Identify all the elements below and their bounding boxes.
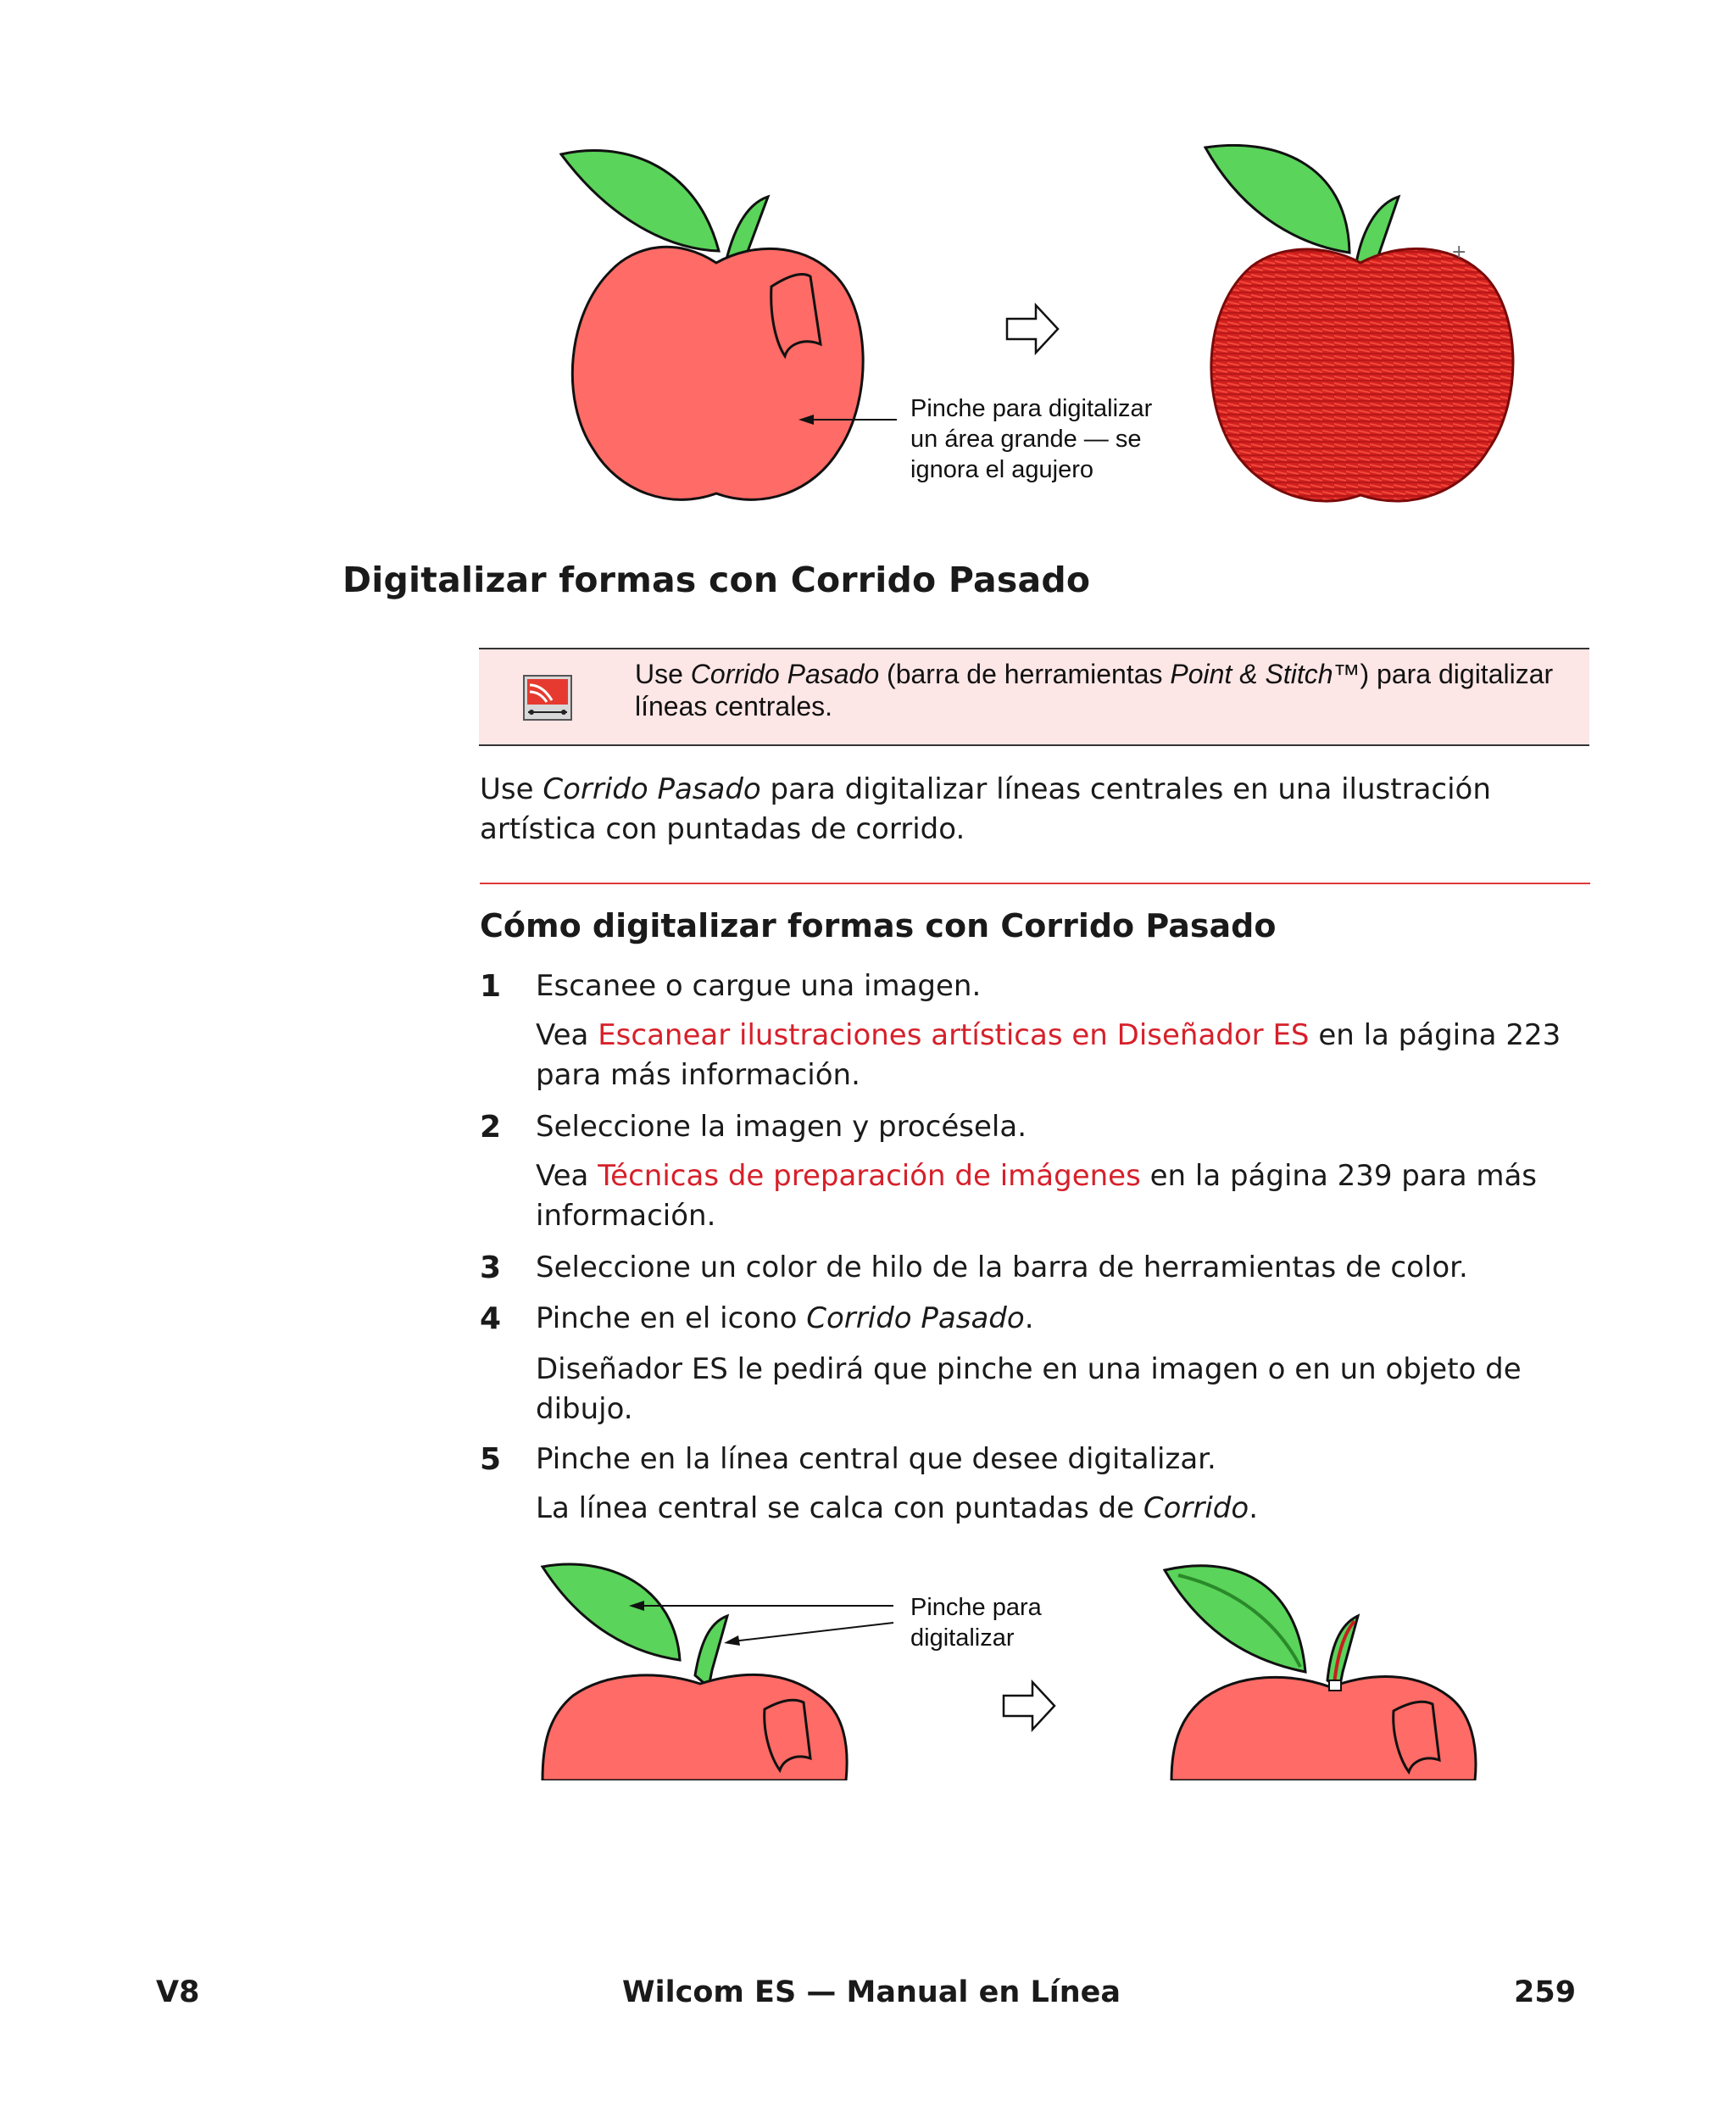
step-number-5: 5 xyxy=(480,1442,502,1477)
crosshair-icon: + xyxy=(1451,242,1467,263)
top-callout xyxy=(910,393,1152,485)
intro-tool: Corrido Pasado xyxy=(542,772,761,806)
intro-paragraph xyxy=(480,770,1590,850)
step-number-1: 1 xyxy=(480,969,502,1004)
note-middle: (barra de herramientas xyxy=(879,659,1171,689)
step-2-see xyxy=(536,1156,1595,1236)
tool-note-box xyxy=(479,648,1589,746)
apple-embroidered-image xyxy=(1204,144,1526,510)
link-escanear-ilustraciones[interactable]: Escanear ilustraciones artísticas en Diseñador ES xyxy=(598,1018,1310,1052)
divider-rule xyxy=(480,883,1590,884)
bottom-callout xyxy=(910,1592,1042,1653)
footer-version: V8 xyxy=(156,1975,200,2009)
step-4-prefix: Pinche en el icono xyxy=(536,1301,807,1335)
callout-arrow-large-area xyxy=(797,407,899,432)
bottom-callout-line-2: digitalizar xyxy=(910,1624,1015,1652)
tool-note-text xyxy=(635,658,1576,722)
step-4-text xyxy=(536,1299,1595,1339)
step-number-4: 4 xyxy=(480,1301,502,1336)
step-2-text: Seleccione la imagen y procésela. xyxy=(536,1110,1027,1144)
apple-leaf xyxy=(561,150,719,251)
after-apple-stem xyxy=(1327,1616,1358,1689)
section-title: Digitalizar formas con Corrido Pasado xyxy=(342,560,1091,600)
howto-title: Cómo digitalizar formas con Corrido Pasado xyxy=(480,907,1277,944)
step-5-extra-prefix: La línea central se calca con puntadas de xyxy=(536,1491,1143,1525)
bottom-callout-line-1: Pinche para xyxy=(910,1594,1042,1621)
stitch-marker-icon xyxy=(1329,1680,1341,1691)
apple-outline-image xyxy=(559,144,873,509)
top-callout-line-3: ignora el agujero xyxy=(910,456,1094,483)
apple-centerline-after-image xyxy=(1161,1560,1483,1780)
callout-arrows-centerline xyxy=(627,1596,899,1646)
step-2-see-suffix: en la página 239 para más información. xyxy=(536,1159,1538,1233)
step-5-extra-tool: Corrido xyxy=(1143,1491,1249,1525)
step-5-extra-suffix: . xyxy=(1249,1491,1258,1525)
right-arrow-icon xyxy=(1005,302,1061,356)
intro-prefix: Use xyxy=(480,772,543,806)
step-4-tool: Corrido Pasado xyxy=(806,1301,1025,1335)
step-1-see-prefix: Vea xyxy=(536,1018,598,1052)
step-3-text: Seleccione un color de hilo de la barra de herramientas de color. xyxy=(536,1251,1468,1284)
embroidered-body xyxy=(1211,248,1513,501)
step-5-extra xyxy=(536,1489,1595,1529)
embroidered-leaf xyxy=(1205,145,1349,253)
step-4-extra: Diseñador ES le pedirá que pinche en una imagen o en un objeto de dibujo. xyxy=(536,1352,1522,1426)
note-prefix: Use xyxy=(635,659,691,689)
footer-manual-title: Wilcom ES — Manual en Línea xyxy=(622,1975,1121,2009)
step-number-3: 3 xyxy=(480,1251,502,1285)
note-toolbar: Point & Stitch™ xyxy=(1170,659,1360,689)
footer-page-number: 259 xyxy=(1514,1975,1577,2009)
after-apple-leaf xyxy=(1165,1566,1305,1672)
note-suffix: ) para digitalizar líneas centrales. xyxy=(635,659,1554,721)
step-1-see xyxy=(536,1016,1595,1095)
step-2-see-prefix: Vea xyxy=(536,1159,598,1193)
step-5-text: Pinche en la línea central que desee digitalizar. xyxy=(536,1442,1216,1476)
step-1-text: Escanee o cargue una imagen. xyxy=(536,969,982,1003)
intro-suffix: para digitalizar líneas centrales en una ilustración artística con puntadas de corrido. xyxy=(480,772,1491,846)
top-callout-line-1: Pinche para digitalizar xyxy=(910,395,1153,422)
link-tecnicas-preparacion[interactable]: Técnicas de preparación de imágenes xyxy=(598,1159,1141,1193)
corrido-pasado-tool-icon xyxy=(523,675,572,721)
step-4-suffix: . xyxy=(1024,1301,1034,1335)
apple-body xyxy=(572,247,863,499)
top-callout-line-2: un área grande — se xyxy=(910,426,1142,453)
step-number-2: 2 xyxy=(480,1110,502,1145)
note-tool: Corrido Pasado xyxy=(690,659,880,689)
step-1-see-suffix: en la página 223 para más información. xyxy=(536,1018,1561,1092)
apple-centerline-before-image xyxy=(539,1560,853,1780)
right-arrow-icon-bottom xyxy=(1002,1679,1058,1733)
